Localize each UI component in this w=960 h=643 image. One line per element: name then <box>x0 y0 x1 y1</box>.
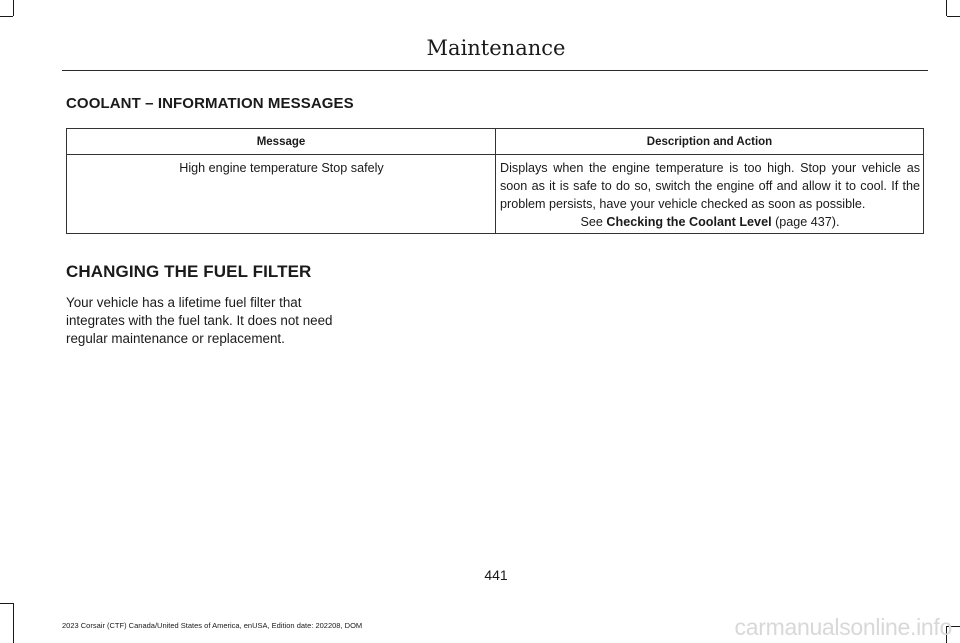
fuel-filter-section-heading: CHANGING THE FUEL FILTER <box>66 262 312 281</box>
page-title: Maintenance <box>426 36 566 60</box>
column-header-description: Description and Action <box>496 129 924 155</box>
page-number: 441 <box>484 567 508 583</box>
table-row <box>67 155 924 234</box>
crop-mark <box>946 0 947 16</box>
crop-mark <box>13 0 14 16</box>
see-page-ref: (page 437). <box>775 215 840 229</box>
watermark: carmanualsonline.info <box>734 614 952 640</box>
table-header-row <box>67 129 924 155</box>
see-prefix: See <box>580 215 603 229</box>
edition-footer: 2023 Corsair (CTF) Canada/United States of America, enUSA, Edition date: 202208, DOM <box>62 621 363 630</box>
fuel-filter-body-text: Your vehicle has a lifetime fuel filter that integrates with the fuel tank. It does not need regular maintenance or replacement. <box>66 295 333 346</box>
header-divider <box>62 70 928 71</box>
crop-mark <box>13 603 14 643</box>
crop-mark <box>0 16 13 17</box>
checking-coolant-level-link[interactable]: Checking the Coolant Level <box>606 215 772 229</box>
description-cell <box>496 155 924 234</box>
message-cell: High engine temperature Stop safely <box>67 155 496 234</box>
cross-reference <box>500 213 920 231</box>
crop-mark <box>947 16 960 17</box>
coolant-section-heading: COOLANT – INFORMATION MESSAGES <box>66 95 354 112</box>
column-header-message: Message <box>67 129 496 155</box>
coolant-messages-table <box>66 128 924 234</box>
crop-mark <box>0 603 13 604</box>
description-text: Displays when the engine temperature is too high. Stop your vehicle as soon as it is safe to do so, switch the engine off and allow it to cool. If the problem persists, have your vehicle checked as soon as possible. <box>500 161 920 211</box>
